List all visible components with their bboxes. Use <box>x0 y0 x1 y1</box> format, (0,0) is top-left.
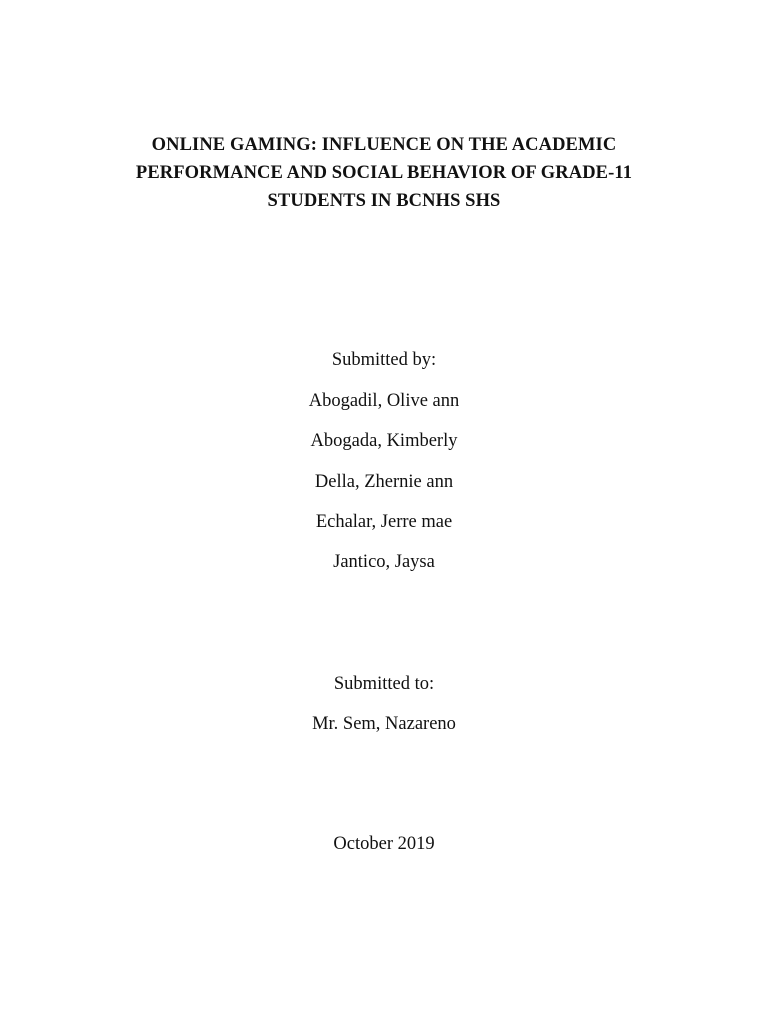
title-line-3: STUDENTS IN BCNHS SHS <box>267 191 501 211</box>
document-title <box>0 131 768 215</box>
title-line-2: PERFORMANCE AND SOCIAL BEHAVIOR OF GRADE-11 <box>135 163 633 183</box>
submitted-to-label: Submitted to: <box>333 674 435 694</box>
author-name: Echalar, Jerre mae <box>315 512 453 532</box>
submitted-by-label: Submitted by: <box>331 350 437 370</box>
author-name: Della, Zhernie ann <box>314 472 454 492</box>
submission-date: October 2019 <box>333 834 435 854</box>
title-line-1: ONLINE GAMING: INFLUENCE ON THE ACADEMIC <box>151 135 617 155</box>
recipient-name: Mr. Sem, Nazareno <box>312 714 456 734</box>
author-name: Abogadil, Olive ann <box>308 391 460 411</box>
author-name: Jantico, Jaysa <box>333 552 435 572</box>
author-name: Abogada, Kimberly <box>310 431 458 451</box>
